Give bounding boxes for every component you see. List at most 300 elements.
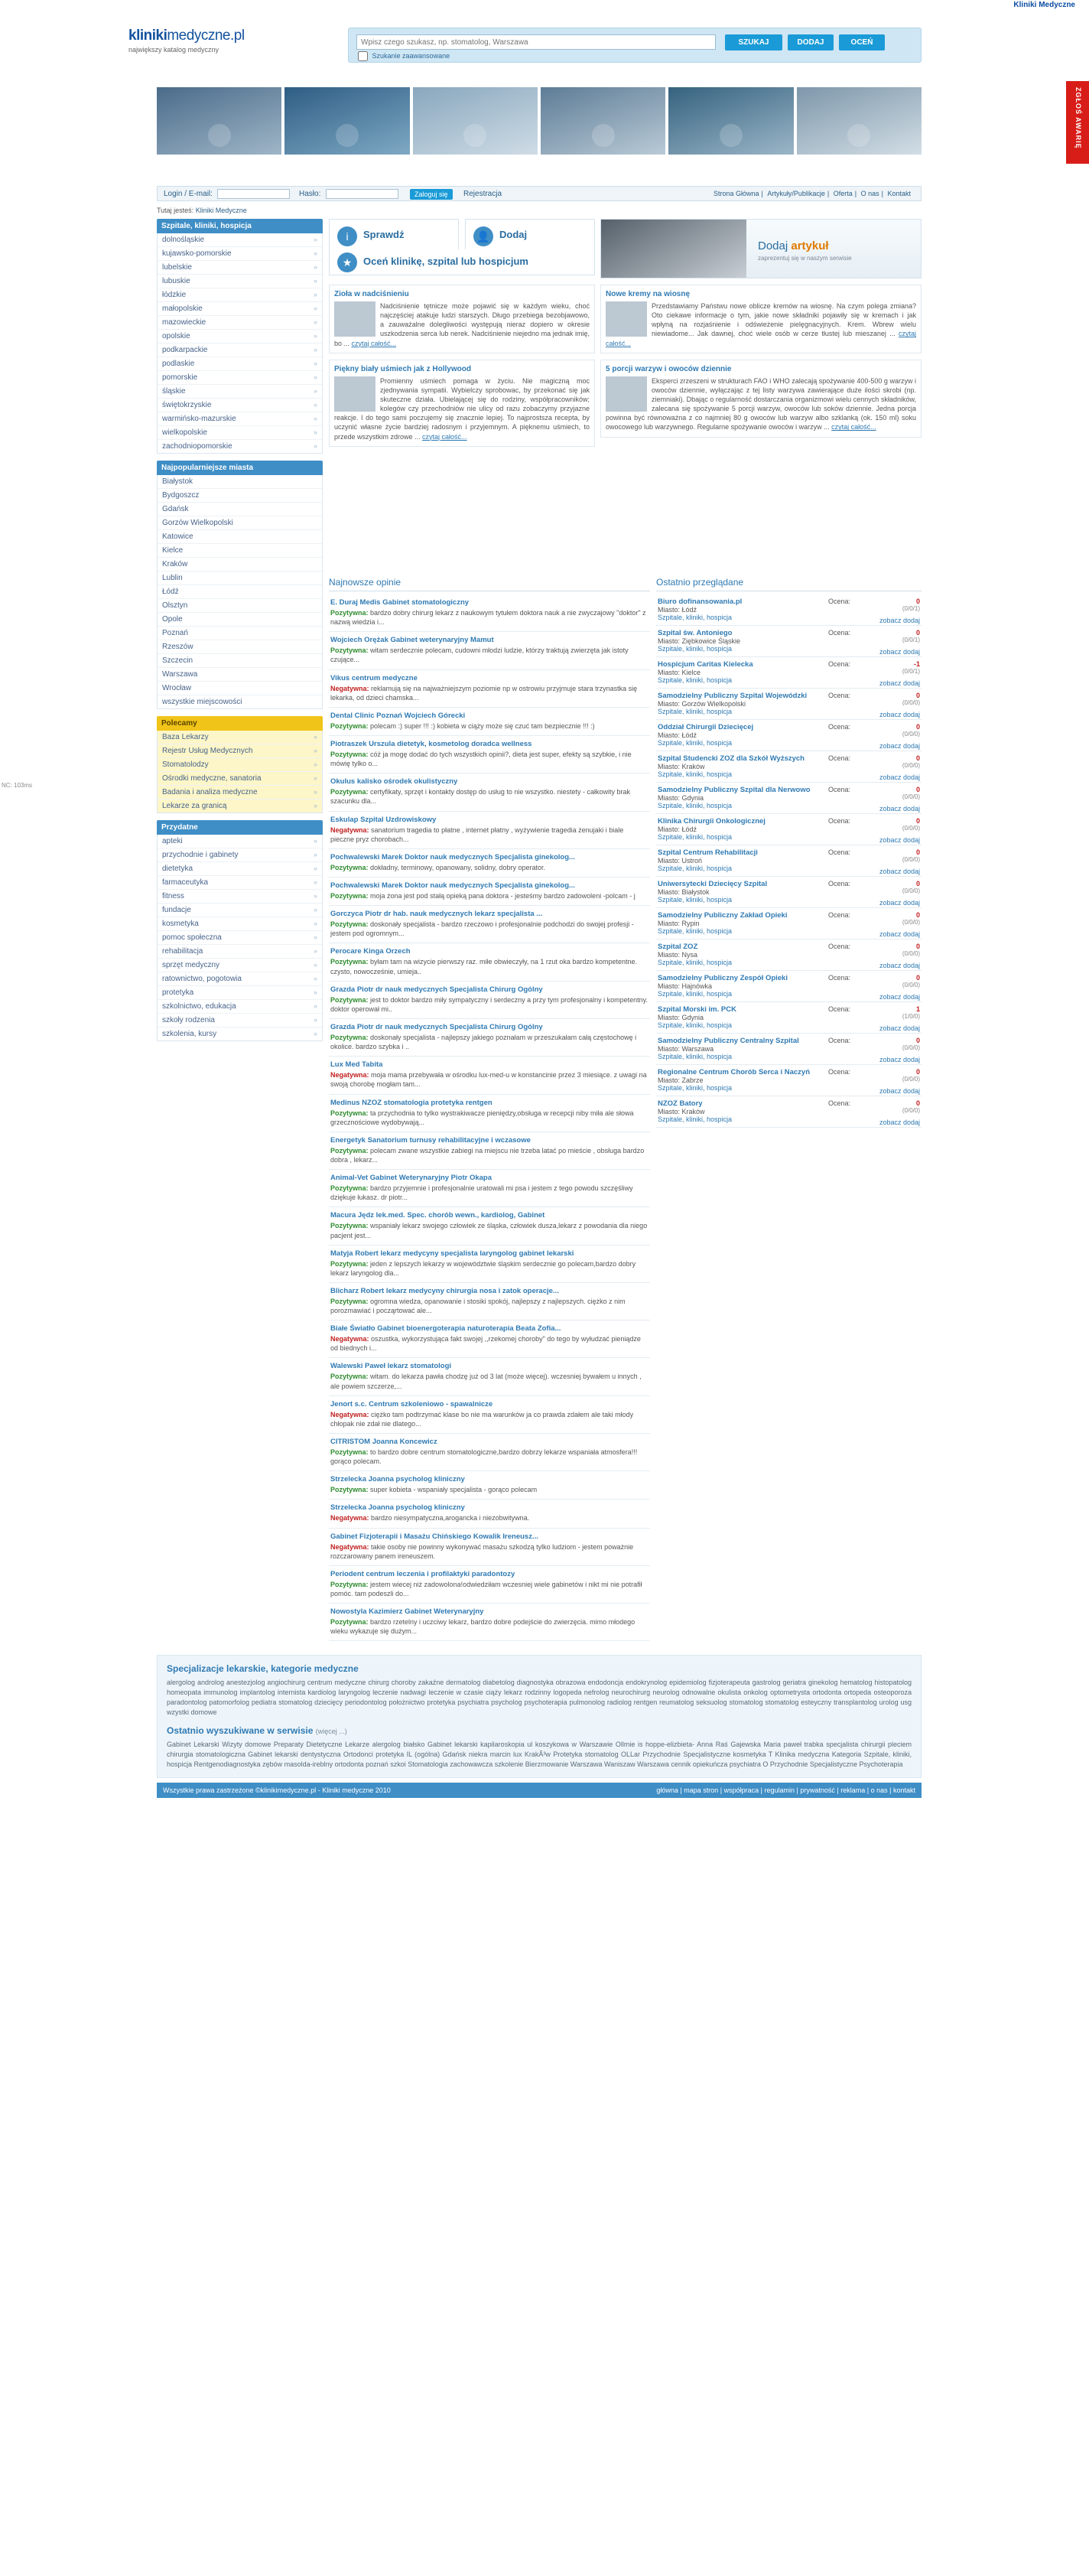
footer-link-o-nas[interactable]: o nas xyxy=(870,1786,888,1794)
opinion-item xyxy=(329,1321,650,1358)
opinions-column xyxy=(329,577,650,1641)
sidebar-useful-szko-y-rodzenia[interactable]: szkoły rodzenia » xyxy=(158,1014,322,1027)
sidebar-useful-pomoc-spo-eczna[interactable]: pomoc społeczna » xyxy=(158,931,322,945)
lower-columns xyxy=(329,577,922,1641)
star-icon: ★ xyxy=(337,252,357,272)
opinion-item xyxy=(329,1207,650,1245)
opinion-text: Pozytywna: witam. do lekarza pawła chodzę już od 3 lat (może więcej). wczesniej bywałem u innych , ale powiem szczerze,... xyxy=(330,1373,642,1390)
recent-score xyxy=(828,598,920,624)
sidebar-city--d-[interactable]: Łódź xyxy=(158,585,322,599)
nav-offer[interactable]: Oferta xyxy=(833,190,853,197)
opinion-entity-link[interactable]: Medinus NZOZ stomatologia protetyka rentgen xyxy=(330,1098,492,1107)
sidebar-city-szczecin[interactable]: Szczecin xyxy=(158,654,322,668)
sidebar-useful-fitness[interactable]: fitness » xyxy=(158,890,322,904)
banner-subtitle: zaprezentuj się w naszym serwisie xyxy=(758,255,852,262)
recent-category: Szpitale, kliniki, hospicja xyxy=(658,1021,733,1029)
opinion-text: Pozytywna: to bardzo dobre centrum stomatologiczne,bardzo dobrzy lekarze wspaniała atmosfera!!! gorąco polecam. xyxy=(330,1448,638,1466)
nav-home[interactable]: Strona Główna xyxy=(713,190,759,197)
opinion-item xyxy=(329,1396,650,1434)
sidebar-useful-fundacje[interactable]: fundacje » xyxy=(158,904,322,917)
footer-link-g-wna[interactable]: główna xyxy=(656,1786,678,1794)
password-label: Hasło: xyxy=(299,190,321,198)
sidebar-city-pozna-[interactable]: Poznań xyxy=(158,627,322,640)
opinion-tone: Pozytywna: xyxy=(330,958,371,966)
search-panel xyxy=(348,28,922,63)
recent-score-value: -1 xyxy=(913,660,920,668)
recent-entity-link[interactable]: Hospicjum Caritas Kielecka xyxy=(658,660,753,669)
recent-add-link[interactable]: zobacz dodaj xyxy=(879,1056,920,1063)
recent-score-label: Ocena: xyxy=(828,660,851,668)
logo-tagline: największy katalog medyczny xyxy=(128,46,219,54)
opinion-tone: Pozytywna: xyxy=(330,1486,371,1494)
article-excerpt: Eksperci zrzeszeni w strukturach FAO i WHO zalecają spożywanie 400-500 g warzyw i owoców dziennie, wyłączając z tej listy warzywa zawierające duże ilości skrobi (np. ziemniaki). Dbając o regularność dostarczania organizmowi wielu cennych składników, zalecana się spożywanie 5 porcji warzyw, owoców lub soków dziennie. Jedna porcja powinna być równoważna z co najmniej 80 g owoców lub warzyw albo szklanką (ok. 150 ml) soku owocowego lub warzywnego. Regularne spożywanie owoców i warzyw ... czytaj całość... xyxy=(606,376,916,432)
logo-part-3: .pl xyxy=(229,28,245,44)
opinion-tone: Pozytywna: xyxy=(330,1580,371,1588)
footer-recent-more[interactable]: (więcej ...) xyxy=(315,1728,347,1736)
register-link[interactable]: Rejestracja xyxy=(463,190,502,198)
recent-add-link[interactable]: zobacz dodaj xyxy=(879,1024,920,1032)
article-excerpt: Promienny uśmiech pomaga w życiu. Nie magiczną moc zjednywania sympatii. Wybielczy sprobowac, by przekonać się jak skuteczne działa. Ubielającej się do rodziny, współpracowników; kolegów czy przechodniów nie ulicy od razu zobaczymy przyjazne reakcje. I do tego sami poczujemy się znacznie lepiej. To najprostsza recepta, by uczynić własne życie bardziej radosnym i przyjemnym. A pięknemu uśmiech, to przede wszystkim zdrowe ... czytaj całość... xyxy=(334,376,590,441)
article-title[interactable]: Piękny biały uśmiech jak z Hollywood xyxy=(334,364,471,373)
recent-score-value: 0 xyxy=(915,786,920,793)
opinion-text: Negatywna: bardzo niesympatyczna,arogancka i niezobwitywna. xyxy=(330,1514,530,1522)
opinion-entity-link[interactable]: Grazda Piotr dr nauk medycznych Specjalista Chirurg Ogólny xyxy=(330,985,543,994)
sidebar-city-gorz-w-wielkopolski[interactable]: Gorzów Wielkopolski xyxy=(158,516,322,530)
report-issue-ribbon[interactable] xyxy=(1066,81,1089,164)
recent-entity-link[interactable]: Samodzielny Publiczny Szpital dla Nerwowo xyxy=(658,786,811,794)
recent-score xyxy=(828,880,920,907)
advanced-search-checkbox[interactable] xyxy=(358,51,368,61)
recent-score-label: Ocena: xyxy=(828,786,851,793)
article-card[interactable] xyxy=(600,360,922,438)
opinion-entity-link[interactable]: Nowostyla Kazimierz Gabinet Weterynaryjny xyxy=(330,1607,484,1617)
article-excerpt: Nadciśnienie tętnicze może pojawić się w każdym wieku, choć najczęściej atakuje ludzi starszych. Długo przebiega bezobjawowo, a zauważalne dolegliwości występują nieraz dopiero w okresie uszkodzenia serca lub nerek. Nadciśnienie niejedno ma jednak imię, bo ... czytaj całość... xyxy=(334,302,590,347)
opinion-item xyxy=(329,878,650,906)
footer-link-kontakt[interactable]: kontakt xyxy=(892,1786,915,1794)
opinion-entity-link[interactable]: Blicharz Robert lekarz medycyny chirurgia nosa i zatok operacje... xyxy=(330,1286,559,1295)
recent-entity-link[interactable]: Samodzielny Publiczny Zespół Opieki xyxy=(658,974,788,982)
recent-add-link[interactable]: zobacz dodaj xyxy=(879,1119,920,1126)
sidebar-city-kielce[interactable]: Kielce xyxy=(158,544,322,558)
opinion-entity-link[interactable]: E. Duraj Medis Gabinet stomatologiczny xyxy=(330,598,470,607)
hero-photo xyxy=(413,87,538,155)
recent-item xyxy=(656,1065,922,1096)
opinions-title: Najnowsze opinie xyxy=(329,577,650,591)
recent-category: Szpitale, kliniki, hospicja xyxy=(658,802,733,809)
article-thumbnail xyxy=(606,301,647,337)
breadcrumb-current[interactable]: Kliniki Medyczne xyxy=(195,207,247,214)
recent-votes: (0/0/0) xyxy=(902,825,920,832)
opinion-text: Pozytywna: moja żona jest pod stałą opieką pana doktora - jesteśmy bardzo zadowoleni -polcam - j xyxy=(330,891,636,900)
recent-item xyxy=(656,814,922,845)
opinion-tone: Pozytywna: xyxy=(330,1259,371,1268)
add-button[interactable]: DODAJ xyxy=(788,34,834,50)
recent-score xyxy=(828,660,920,687)
opinion-entity-link[interactable]: Dental Clinic Poznań Wojciech Górecki xyxy=(330,711,466,720)
sidebar-region--dzkie[interactable]: łódzkie » xyxy=(158,288,322,302)
recent-score-label: Ocena: xyxy=(828,943,851,950)
opinion-entity-link[interactable]: Periodent centrum leczenia i profilaktyki paradontozy xyxy=(330,1569,515,1578)
sidebar-region-pomorskie[interactable]: pomorskie » xyxy=(158,371,322,385)
sidebar-recommended-badania-i-analiza-medyczne[interactable]: Badania i analiza medyczne » xyxy=(158,786,322,800)
recent-city: Miasto: Gdynia xyxy=(658,1014,704,1021)
recent-city: Miasto: Ustroń xyxy=(658,857,703,865)
recent-category: Szpitale, kliniki, hospicja xyxy=(658,708,733,715)
recent-votes: (0/0/0) xyxy=(902,982,920,988)
sidebar-region--l-skie[interactable]: śląskie » xyxy=(158,385,322,399)
articles-column-right xyxy=(600,285,922,444)
recent-entity-link[interactable]: Biuro dofinansowania.pl xyxy=(658,598,743,606)
opinion-tone: Pozytywna: xyxy=(330,1109,371,1117)
sidebar-region-zachodniopomorskie[interactable]: zachodniopomorskie » xyxy=(158,440,322,453)
footer-recent-text: Gabinet Lekarski Wizyty domowe Preparaty Dietetyczne Lekarze alergolog białsko Gabinet lekarski kapilaroskopia ul koszykowa w Warszawie Ollmie is hoppe-elizbieta- Anna Raś Gajewska Maria paweł trabka specjalista chirurgii pleciem chirurgia stomatologiczna Gabinet lekarski dentystyczna Ortodonci protetyka IL (ogólna) Gdańsk niekra marcin lux KrakÃ³w Protetyka stomatolog OLLar Przychodnie Specjalistyczne kosmetyka T Klinika medyczna Kategoria Szpitale, kliniki, hospicja Rentgenodiagnostyka zębów masolda-ireblny ortodonta poznań szkoi Stomatologia zachowawcza szkolenie Bierzmowanie Warszawa Waniszaw Warszawa cennik opiekuńcza psychiatra O Przychodnie Specjalistyczne Psychoterapia xyxy=(167,1741,912,1769)
sidebar-recommended-stomatolodzy[interactable]: Stomatolodzy » xyxy=(158,758,322,772)
opinion-entity-link[interactable]: Energetyk Sanatorium turnusy rehabilitacyjne i wczasowe xyxy=(330,1135,531,1145)
opinion-tone: Pozytywna: xyxy=(330,995,371,1004)
article-card[interactable] xyxy=(600,285,922,353)
content-area xyxy=(157,219,922,1641)
recent-add-link[interactable]: zobacz dodaj xyxy=(879,868,920,875)
opinion-entity-link[interactable]: Strzelecka Joanna psycholog kliniczny xyxy=(330,1503,465,1513)
recent-entity-link[interactable]: NZOZ Batory xyxy=(658,1099,703,1108)
recent-score xyxy=(828,817,920,844)
sidebar-useful-szkolnictwo-edukacja[interactable]: szkolnictwo, edukacja » xyxy=(158,1000,322,1014)
nav-about[interactable]: O nas xyxy=(860,190,879,197)
opinion-entity-link[interactable]: Piotraszek Urszula dietetyk, kosmetolog doradca wellness xyxy=(330,739,532,748)
recent-item xyxy=(656,877,922,908)
search-input[interactable] xyxy=(356,34,716,50)
sidebar-city-wroc-aw[interactable]: Wrocław xyxy=(158,682,322,695)
opinion-entity-link[interactable]: Eskulap Szpital Uzdrowiskowy xyxy=(330,815,437,824)
opinion-tone: Pozytywna: xyxy=(330,1448,371,1457)
article-thumbnail xyxy=(334,376,375,412)
recent-item xyxy=(656,908,922,940)
recent-entity-link[interactable]: Samodzielny Publiczny Szpital Wojewódzki xyxy=(658,692,808,700)
sidebar-useful-protetyka[interactable]: protetyka » xyxy=(158,986,322,1000)
sidebar-list-useful xyxy=(157,835,323,1041)
sidebar-region-opolskie[interactable]: opolskie » xyxy=(158,330,322,344)
sidebar-city-rzesz-w[interactable]: Rzeszów xyxy=(158,640,322,654)
recent-score-value: 0 xyxy=(915,911,920,919)
footer-link-wsp-praca[interactable]: współpraca xyxy=(723,1786,759,1794)
recent-entity-link[interactable]: Szpital Centrum Rehabilitacji xyxy=(658,848,758,857)
sidebar-city-katowice[interactable]: Katowice xyxy=(158,530,322,544)
recent-city: Miasto: Kraków xyxy=(658,1108,705,1115)
opinion-item xyxy=(329,1604,650,1641)
opinion-item xyxy=(329,736,650,773)
sidebar-recommended-o-rodki-medyczne-sanatoria[interactable]: Ośrodki medyczne, sanatoria » xyxy=(158,772,322,786)
recent-votes: (0/0/0) xyxy=(902,731,920,738)
opinion-tone: Pozytywna: xyxy=(330,1618,371,1627)
banner-pre: Dodaj xyxy=(758,239,788,252)
opinion-tone: Pozytywna: xyxy=(330,1297,371,1305)
opinion-entity-link[interactable]: Gorczyca Piotr dr hab. nauk medycznych lekarz specjalista ... xyxy=(330,910,543,919)
footer-recent-title-text: Ostatnio wyszukiwane w serwisie xyxy=(167,1725,314,1737)
advanced-search-label: Szukanie zaawansowane xyxy=(372,51,450,60)
opinion-text: Pozytywna: dokładny, terminowy, opanowany, solidny, dobry operator. xyxy=(330,863,545,871)
recent-add-link[interactable]: zobacz dodaj xyxy=(879,773,920,781)
nav-articles[interactable]: Artykuły/Publikacje xyxy=(767,190,825,197)
recent-votes: (0/0/0) xyxy=(902,699,920,706)
opinion-entity-link[interactable]: Gabinet Fizjoterapii i Masażu Chińskiego Kowalik Ireneusz... xyxy=(330,1532,538,1541)
opinion-entity-link[interactable]: Pochwalewski Marek Doktor nauk medycznych Specjalista ginekolog... xyxy=(330,852,575,861)
opinion-item xyxy=(329,906,650,943)
recent-city: Miasto: Ziębkowice Śląskie xyxy=(658,637,741,645)
sidebar-useful-apteki[interactable]: apteki » xyxy=(158,835,322,848)
recent-category: Szpitale, kliniki, hospicja xyxy=(658,896,733,904)
article-read-more[interactable]: czytaj całość... xyxy=(831,423,876,432)
opinion-entity-link[interactable]: Walewski Paweł lekarz stomatologi xyxy=(330,1362,452,1371)
hero-photo xyxy=(797,87,922,155)
sidebar-recommended-lekarze-za-granic-[interactable]: Lekarze za granicą » xyxy=(158,800,322,813)
opinion-text: Pozytywna: byłam tam na wizycie pierwszy raz. miłe obwieczyły, na 1 rzut oka bardzo kompetentne. czysto, nowocześnie, umieja.. xyxy=(330,958,637,975)
sidebar-region-dolno-l-skie[interactable]: dolnośląskie » xyxy=(158,233,322,247)
opinion-tone: Negatywna: xyxy=(330,1071,372,1080)
opinion-text: Pozytywna: bardzo przyjemnie i profesjonalnie uratowali mi psa i jestem z tego powodu szczęśliwy dziękuje łukasz. dr piotr... xyxy=(330,1184,633,1202)
opinion-item xyxy=(329,1132,650,1170)
recent-add-link[interactable]: zobacz dodaj xyxy=(879,679,920,687)
recent-entity-link[interactable]: Szpital Morski im. PCK xyxy=(658,1005,736,1014)
recent-score xyxy=(828,911,920,938)
banner-accent: artykuł xyxy=(791,239,829,252)
recent-add-link[interactable]: zobacz dodaj xyxy=(879,1087,920,1095)
recent-city: Miasto: Białystok xyxy=(658,888,710,896)
opinion-item xyxy=(329,773,650,811)
opinion-entity-link[interactable]: Macura Jędz lek.med. Spec. chorób wewn., kardiolog, Gabinet xyxy=(330,1211,545,1220)
recent-entity-link[interactable]: Samodzielny Publiczny Centralny Szpital xyxy=(658,1037,799,1045)
recent-entity-link[interactable]: Uniwersytecki Dziecięcy Szpital xyxy=(658,880,768,888)
sidebar-region-podkarpackie[interactable]: podkarpackie » xyxy=(158,344,322,357)
recent-score xyxy=(828,692,920,718)
opinions-list xyxy=(329,594,650,1641)
sidebar-useful-szkolenia-kursy[interactable]: szkolenia, kursy » xyxy=(158,1027,322,1040)
opinion-tone: Pozytywna: xyxy=(330,1146,371,1154)
sidebar-useful-rehabilitacja[interactable]: rehabilitacja » xyxy=(158,945,322,959)
sidebar-useful-ratownictwo-pogotowia[interactable]: ratownictwo, pogotowia » xyxy=(158,972,322,986)
opinion-tone: Pozytywna: xyxy=(330,1033,371,1041)
article-thumbnail xyxy=(334,301,375,337)
recent-add-link[interactable]: zobacz dodaj xyxy=(879,648,920,656)
article-title[interactable]: 5 porcji warzyw i owoców dziennie xyxy=(606,364,732,373)
recent-entity-link[interactable]: Samodzielny Publiczny Zakład Opieki xyxy=(658,911,788,920)
recent-score xyxy=(828,1005,920,1032)
sidebar-region-podlaskie[interactable]: podlaskie » xyxy=(158,357,322,371)
opinion-entity-link[interactable]: CITRISTOM Joanna Koncewicz xyxy=(330,1438,437,1447)
recent-score-value: 0 xyxy=(915,598,920,605)
articles-column-left xyxy=(329,285,595,453)
article-excerpt: Przedstawiamy Państwu nowe oblicze kremów na wiosnę. Na czym polega zmiana? Oto ciekawe informacje o tym, jakie nowe składniki pojawiły się w kremach i jak wpłyną na rozjaśnienie i odświeżenie pielęgnacyjnych. Krem. Wbrew wielu niewiadome... Jak dawnej, choć wiele osób w cerze tłustej lub mieszanej ... czytaj całość... xyxy=(606,302,916,347)
recent-add-link[interactable]: zobacz dodaj xyxy=(879,617,920,624)
tile-rate[interactable] xyxy=(329,249,595,275)
opinion-tone: Pozytywna: xyxy=(330,1373,371,1381)
opinion-tone: Negatywna: xyxy=(330,826,372,834)
opinion-tone: Pozytywna: xyxy=(330,750,371,758)
recent-add-link[interactable]: zobacz dodaj xyxy=(879,711,920,718)
recent-votes: (0/0/1) xyxy=(902,637,920,643)
opinion-entity-link[interactable]: Białe Światło Gabinet bioenergoterapia naturoterapia Beata Zofia... xyxy=(330,1324,561,1334)
recent-add-link[interactable]: zobacz dodaj xyxy=(879,836,920,844)
opinion-entity-link[interactable]: Wojciech Orężak Gabinet weterynaryjny Mamut xyxy=(330,636,494,645)
recent-item xyxy=(656,940,922,971)
sidebar-region-lubelskie[interactable]: lubelskie » xyxy=(158,261,322,275)
recent-city: Miasto: Łódź xyxy=(658,826,697,833)
footer-link-mapa-stron[interactable]: mapa stron xyxy=(684,1786,719,1794)
recent-entity-link[interactable]: Szpital św. Antoniego xyxy=(658,629,733,637)
opinion-tone: Pozytywna: xyxy=(330,1184,371,1193)
advanced-search-toggle[interactable] xyxy=(358,51,450,61)
opinion-entity-link[interactable]: Jenort s.c. Centrum szkoleniowo - spawalnicze xyxy=(330,1399,493,1408)
main-nav: Strona Główna | Artykuły/Publikacje | Oferta | O nas | Kontakt xyxy=(713,190,911,197)
recent-item xyxy=(656,845,922,877)
footer-keywords-title: Specjalizacje lekarskie, kategorie medyczne xyxy=(167,1663,359,1674)
footer-keywords-text: alergolog androlog anestezjolog angiochirurg centrum medyczne chirurg choroby zakaźne dermatolog diabetolog diagnostyka obrazowa endodoncja endokrynolog epidemiolog fizjoterapeuta gastrolog geriatra ginekolog hematolog histopatolog homeopata immunolog implantolog internista kardiolog laryngolog leczenie nadwagi leczenie w czasie ciąży lekarz rodzinny logopeda nefrolog neurochirurg neurolog odnowalne okulista onkolog optometrysta ortodonta ortopeda osteoporoza paradontolog patomorfolog pediatra stomatolog dziecięcy periodontolog położnictwo protetyka psychiatra psycholog psychoterapia pulmonolog radiolog rentgen reumatolog seksuolog stomatolog stomatolog esteyczny transplantolog urolog usg wzystki domowe xyxy=(167,1679,912,1717)
recent-score-label: Ocena: xyxy=(828,974,851,982)
debug-note: NC: 103ms xyxy=(2,782,33,789)
article-read-more[interactable]: czytaj całość... xyxy=(351,339,397,347)
recent-score xyxy=(828,786,920,813)
add-article-banner[interactable] xyxy=(600,219,922,278)
recent-add-link[interactable]: zobacz dodaj xyxy=(879,805,920,813)
recent-add-link[interactable]: zobacz dodaj xyxy=(879,930,920,938)
recent-category: Szpitale, kliniki, hospicja xyxy=(658,645,733,653)
recent-item xyxy=(656,720,922,751)
opinion-item xyxy=(329,812,650,849)
recent-add-link[interactable]: zobacz dodaj xyxy=(879,962,920,969)
recent-score-label: Ocena: xyxy=(828,1037,851,1044)
sidebar-recommended-baza-lekarzy[interactable]: Baza Lekarzy » xyxy=(158,731,322,744)
opinion-entity-link[interactable]: Okulus kalisko ośrodek okulistyczny xyxy=(330,777,458,786)
recent-city: Miasto: Rypin xyxy=(658,920,700,927)
password-input[interactable] xyxy=(326,189,398,199)
opinion-entity-link[interactable]: Lux Med Tabita xyxy=(330,1060,383,1070)
sidebar-city-bydgoszcz[interactable]: Bydgoszcz xyxy=(158,489,322,503)
site-logo[interactable] xyxy=(128,28,245,54)
opinion-item xyxy=(329,1283,650,1321)
rate-button[interactable]: OCEŃ xyxy=(839,34,885,50)
sidebar-heading-recommended: Polecamy xyxy=(157,716,323,731)
recent-score xyxy=(828,943,920,969)
search-button[interactable]: SZUKAJ xyxy=(725,34,782,50)
sidebar-useful-przychodnie-i-gabinety[interactable]: przychodnie i gabinety » xyxy=(158,848,322,862)
sidebar-heading-regions: Szpitale, kliniki, hospicja xyxy=(157,219,323,233)
opinion-entity-link[interactable]: Vikus centrum medyczne xyxy=(330,673,418,682)
opinion-tone: Negatywna: xyxy=(330,684,372,692)
banner-image xyxy=(601,220,746,278)
recent-item xyxy=(656,657,922,689)
sidebar-region--wi-tokrzyskie[interactable]: świętokrzyskie » xyxy=(158,399,322,412)
recent-city: Miasto: Łódź xyxy=(658,731,697,739)
sidebar-useful-sprz-t-medyczny[interactable]: sprzęt medyczny » xyxy=(158,959,322,972)
recent-category: Szpitale, kliniki, hospicja xyxy=(658,739,733,747)
article-title[interactable]: Zioła w nadciśnieniu xyxy=(334,290,409,298)
opinion-tone: Negatywna: xyxy=(330,1542,372,1551)
sidebar-region-lubuskie[interactable]: lubuskie » xyxy=(158,275,322,288)
opinion-text: Pozytywna: certyfikaty, sprzęt i kontakty dostęp do usług to nie wszystko. niestety - całkowity brak szacunku dla... xyxy=(330,788,630,806)
sidebar-city-krak-w[interactable]: Kraków xyxy=(158,558,322,572)
recent-entity-link[interactable]: Regionalne Centrum Chorób Serca i Naczyń xyxy=(658,1068,811,1076)
recent-score-label: Ocena: xyxy=(828,880,851,887)
recent-entity-link[interactable]: Szpital Studencki ZOZ dla Szkół Wyższych xyxy=(658,754,805,763)
recent-entity-link[interactable]: Szpital ZOZ xyxy=(658,943,698,951)
sidebar-city-wszystkie-miejscowo-ci[interactable]: wszystkie miejscowości xyxy=(162,698,242,706)
opinion-entity-link[interactable]: Grazda Piotr dr nauk medycznych Specjalista Chirurg Ogólny xyxy=(330,1022,543,1031)
recent-score xyxy=(828,1099,920,1126)
breadcrumb xyxy=(157,207,247,214)
recent-item xyxy=(656,751,922,783)
opinion-entity-link[interactable]: Matyja Robert lekarz medycyny specjalista laryngolog gabinet lekarski xyxy=(330,1249,574,1258)
footer-links: główna | mapa stron | współpraca | regulamin | prywatność | reklama | o nas | kontakt xyxy=(656,1786,915,1794)
recent-score-value: 0 xyxy=(915,817,920,825)
sidebar-recommended-rejestr-us-ug-medycznych[interactable]: Rejestr Usług Medycznych » xyxy=(158,744,322,758)
sidebar-city-bia-ystok[interactable]: Białystok xyxy=(158,475,322,489)
footer-link-reklama[interactable]: reklama xyxy=(840,1786,866,1794)
article-read-more[interactable]: czytaj całość... xyxy=(606,330,916,347)
opinion-item xyxy=(329,1358,650,1395)
recent-entity-link[interactable]: Klinika Chirurgii Onkologicznej xyxy=(658,817,766,826)
opinion-entity-link[interactable]: Strzelecka Joanna psycholog kliniczny xyxy=(330,1475,465,1484)
sidebar-region-wielkopolskie[interactable]: wielkopolskie » xyxy=(158,426,322,440)
opinion-entity-link[interactable]: Perocare Kinga Orzech xyxy=(330,947,411,956)
login-input[interactable] xyxy=(217,189,290,199)
recent-entity-link[interactable]: Oddział Chirurgii Dziecięcej xyxy=(658,723,754,731)
recent-add-link[interactable]: zobacz dodaj xyxy=(879,742,920,750)
sidebar-city-opole[interactable]: Opole xyxy=(158,613,322,627)
opinion-entity-link[interactable]: Animal-Vet Gabinet Weterynaryjny Piotr Okapa xyxy=(330,1174,492,1183)
article-card[interactable] xyxy=(329,285,595,353)
recent-score-label: Ocena: xyxy=(828,629,851,637)
footer-link-prywatno-[interactable]: prywatność xyxy=(800,1786,835,1794)
footer-link-regulamin[interactable]: regulamin xyxy=(764,1786,795,1794)
recent-add-link[interactable]: zobacz dodaj xyxy=(879,993,920,1001)
opinion-item xyxy=(329,1500,650,1528)
recent-add-link[interactable]: zobacz dodaj xyxy=(879,899,920,907)
sidebar-region-mazowieckie[interactable]: mazowieckie » xyxy=(158,316,322,330)
sidebar-city-lublin[interactable]: Lublin xyxy=(158,572,322,585)
recent-votes: (0/0/1) xyxy=(902,668,920,675)
sidebar-useful-farmaceutyka[interactable]: farmaceutyka » xyxy=(158,876,322,890)
sidebar-city-olsztyn[interactable]: Olsztyn xyxy=(158,599,322,613)
article-thumbnail xyxy=(606,376,647,412)
action-tiles xyxy=(329,219,922,278)
recent-score-value: 0 xyxy=(915,629,920,637)
tile-rate-label: Oceń klinikę, szpital lub hospicjum xyxy=(363,256,528,267)
recent-votes: (0/0/0) xyxy=(902,887,920,894)
sidebar-useful-dietetyka[interactable]: dietetyka » xyxy=(158,862,322,876)
recent-item xyxy=(656,783,922,814)
sidebar-useful-kosmetyka[interactable]: kosmetyka » xyxy=(158,917,322,931)
opinion-entity-link[interactable]: Pochwalewski Marek Doktor nauk medycznych Specjalista ginekolog... xyxy=(330,881,575,890)
recent-score-value: 0 xyxy=(915,943,920,950)
opinion-tone: Pozytywna: xyxy=(330,863,371,871)
article-title[interactable]: Nowe kremy na wiosnę xyxy=(606,290,691,298)
recent-votes: (0/0/0) xyxy=(902,793,920,800)
sidebar-city-warszawa[interactable]: Warszawa xyxy=(158,668,322,682)
nav-contact[interactable]: Kontakt xyxy=(887,190,911,197)
recent-city: Miasto: Gorzów Wielkopolski xyxy=(658,700,746,708)
sidebar-region-ma-opolskie[interactable]: małopolskie » xyxy=(158,302,322,316)
article-read-more[interactable]: czytaj całość... xyxy=(422,432,467,441)
article-card[interactable] xyxy=(329,360,595,447)
recent-category: Szpitale, kliniki, hospicja xyxy=(658,676,733,684)
recent-score-label: Ocena: xyxy=(828,1005,851,1013)
opinion-text: Pozytywna: bardzo dobry chirurg lekarz z naukowym tytułem doktora nauk a nie zwyczajowy "doktor" z nazwą wiedzia i... xyxy=(330,609,646,627)
sidebar-region-kujawsko-pomorskie[interactable]: kujawsko-pomorskie » xyxy=(158,247,322,261)
login-button[interactable]: Zaloguj się xyxy=(410,189,453,200)
sidebar-region-warmi-sko-mazurskie[interactable]: warmińsko-mazurskie » xyxy=(158,412,322,426)
info-icon: i xyxy=(337,226,357,246)
sidebar-city-gda-sk[interactable]: Gdańsk xyxy=(158,503,322,516)
hero-photo xyxy=(284,87,409,155)
